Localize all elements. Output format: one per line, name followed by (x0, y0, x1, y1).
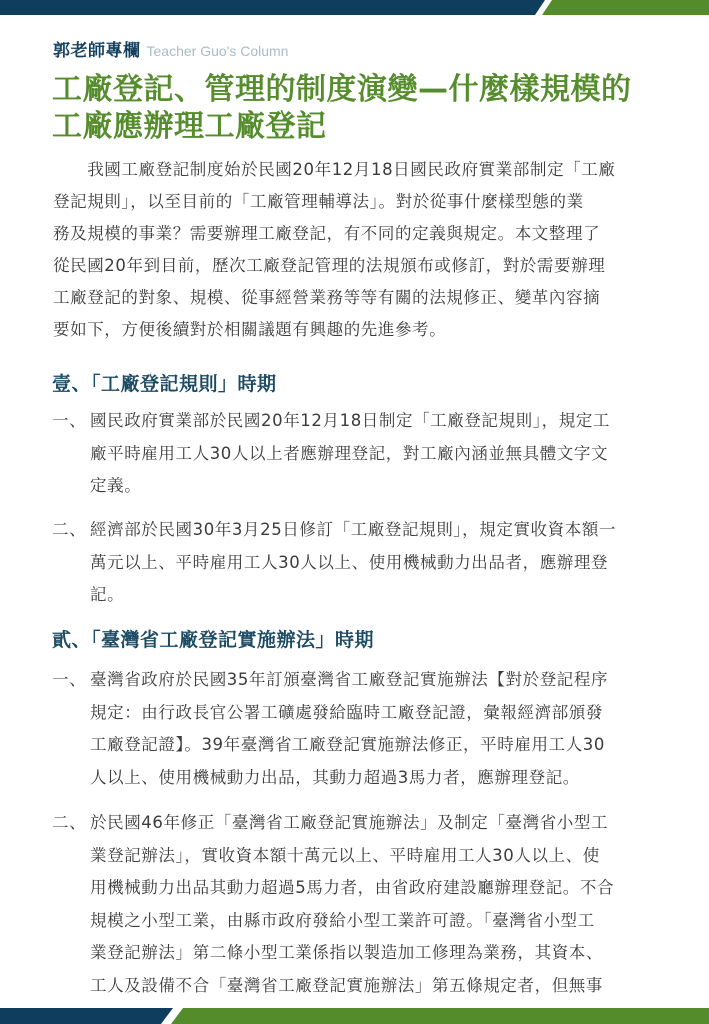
list-marker: 二、 (52, 520, 87, 539)
list-item (52, 514, 672, 612)
text-line: 規定：由行政長官公署工礦處發給臨時工廠登記證，彙報經濟部頒發 (90, 702, 603, 722)
list-marker: 一、 (52, 411, 87, 430)
bottom-bar-green-segment (171, 1008, 709, 1024)
list-item (52, 405, 672, 503)
text-line: 登記規則」，以至目前的「工廠管理輔導法」。對於從事什麼樣型態的業 (53, 192, 584, 211)
top-bar-navy-segment (0, 0, 545, 15)
text-line: 經濟部於民國30年3月25日修訂「工廠登記規則」，規定實收資本額一 (90, 520, 617, 539)
bottom-decorative-bar (0, 1008, 709, 1024)
text-line: 用機械動力出品其動力超過5馬力者，由省政府建設廳辦理登記。不合 (90, 878, 615, 897)
text-line: 記。 (90, 585, 125, 604)
text-line: 從民國20年到目前，歷次工廠登記管理的法規頒布或修訂，對於需要辦理 (53, 256, 606, 275)
text-line: 於民國46年修正「臺灣省工廠登記實施辦法」及制定「臺灣省小型工 (90, 813, 609, 832)
text-line: 工廠登記的對象、規模、從事經營業務等等有關的法規修正、變革內容摘 (53, 288, 601, 307)
text-line: 臺灣省政府於民國35年訂頒臺灣省工廠登記實施辦法【對於登記程序 (90, 670, 609, 689)
column-name-english: Teacher Guo's Column (146, 43, 289, 59)
text-line: 國民政府實業部於民國20年12月18日制定「工廠登記規則」，規定工 (90, 411, 611, 430)
list-item (52, 807, 672, 1002)
text-line: 定義。 (90, 476, 142, 495)
text-line: 業登記辦法」第二條小型工業係指以製造加工修理為業務，其資本、 (90, 943, 603, 962)
intro-paragraph (53, 154, 663, 346)
top-bar-green-segment (542, 0, 709, 15)
column-name: 郭老師專欄 (53, 41, 141, 61)
column-header (53, 36, 288, 60)
text-line: 規模之小型工業，由縣市政府發給小型工業許可證。「臺灣省小型工 (90, 910, 595, 930)
list-item-body (90, 405, 672, 503)
title-line: 工廠登記、管理的制度演變—什麼樣規模的 (52, 72, 632, 107)
list-item-body (90, 807, 672, 1002)
list-marker: 二、 (52, 813, 87, 832)
text-line: 工廠登記證】。39年臺灣省工廠登記實施辦法修正，平時雇用工人30 (90, 735, 605, 754)
section-heading-2: 貳、「臺灣省工廠登記實施辦法」時期 (52, 629, 375, 651)
list-item-body (90, 664, 672, 794)
text-line: 工人及設備不合「臺灣省工廠登記實施辦法」第五條規定者，但無事 (90, 975, 603, 995)
list-item-body (90, 514, 672, 612)
section-heading-1: 壹、「工廠登記規則」時期 (52, 373, 277, 395)
text-line: 務及規模的事業？需要辦理工廠登記，有不同的定義與規定。本文整理了 (53, 224, 601, 243)
list-item (52, 664, 672, 794)
text-line: 廠平時雇用工人30人以上者應辦理登記，對工廠內涵並無具體文字文 (90, 443, 609, 463)
title-line: 工廠應辦理工廠登記 (52, 109, 327, 144)
text-line: 要如下，方便後續對於相關議題有興趣的先進參考。 (53, 320, 447, 339)
text-line: 我國工廠登記制度始於民國20年12月18日國民政府實業部制定「工廠 (53, 160, 616, 179)
text-line: 萬元以上、平時雇用工人30人以上、使用機械動力出品者，應辦理登 (90, 552, 609, 572)
top-decorative-bar (0, 0, 709, 15)
bottom-bar-navy-segment (0, 1008, 173, 1024)
text-line: 業登記辦法」，實收資本額十萬元以上、平時雇用工人30人以上、使 (90, 845, 600, 865)
text-line: 人以上、使用機械動力出品，其動力超過3馬力者，應辦理登記。 (90, 767, 580, 787)
article-title (52, 71, 672, 145)
list-marker: 一、 (52, 670, 87, 689)
